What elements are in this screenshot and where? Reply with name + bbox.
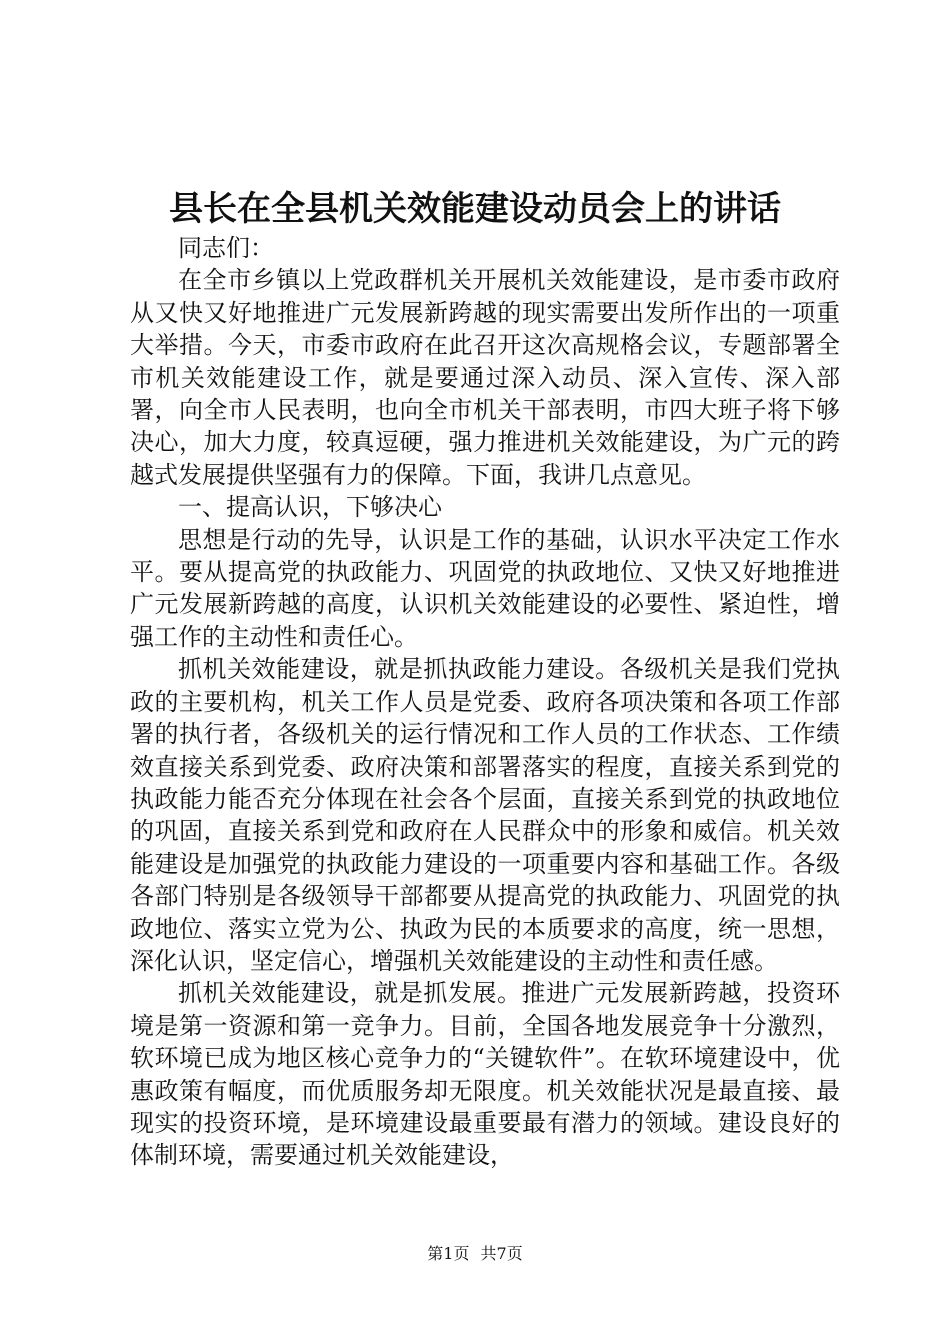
page-footer (0, 1243, 950, 1265)
document-title: 县长在全县机关效能建设动员会上的讲话 (169, 189, 781, 229)
paragraph-body: 抓机关效能建设，就是抓发展。推进广元发展新跨越，投资环境是第一资源和第一竞争力。目前，全国各地发展竞争十分激烈，软环境已成为地区核心竞争力的“关键软件”。在软环境建设中，优惠政策有幅度，而优质服务却无限度。机关效能状况是最直接、最现实的投资环境，是环境建设最重要最有潜力的领域。建设良好的体制环境，需要通过机关效能建设， (130, 979, 840, 1170)
page-number: 第1页 (427, 1244, 470, 1263)
paragraph-body: 抓机关效能建设，就是抓执政能力建设。各级机关是我们党执政的主要机构，机关工作人员是党委、政府各项决策和各项工作部署的执行者，各级机关的运行情况和工作人员的工作状态、工作绩效直接关系到党委、政府决策和部署落实的程度，直接关系到党的执政能力能否充分体现在社会各个层面，直接关系到党的执政地位的巩固，直接关系到党和政府在人民群众中的形象和威信。机关效能建设是加强党的执政能力建设的一项重要内容和基础工作。各级各部门特别是各级领导干部都要从提高党的执政能力、巩固党的执政地位、落实立党为公、执政为民的本质要求的高度，统一思想，深化认识，坚定信心，增强机关效能建设的主动性和责任感。 (130, 655, 840, 975)
document-body (130, 232, 840, 1172)
paragraph-intro: 在全市乡镇以上党政群机关开展机关效能建设，是市委市政府从又快又好地推进广元发展新跨越的现实需要出发所作出的一项重大举措。今天，市委市政府在此召开这次高规格会议，专题部署全市机关效能建设工作，就是要通过深入动员、深入宣传、深入部署，向全市人民表明，也向全市机关干部表明，市四大班子将下够决心，加大力度，较真逗硬，强力推进机关效能建设，为广元的跨越式发展提供坚强有力的保障。下面，我讲几点意见。 (130, 266, 840, 489)
paragraph-salutation: 同志们： (178, 234, 274, 262)
paragraph-body: 思想是行动的先导，认识是工作的基础，认识水平决定工作水平。要从提高党的执政能力、巩固党的执政地位、又快又好地推进广元发展新跨越的高度，认识机关效能建设的必要性、紧迫性，增强工作的主动性和责任心。 (130, 525, 840, 651)
section-heading-1: 一、提高认识，下够决心 (178, 493, 442, 522)
page-total: 共7页 (480, 1244, 523, 1263)
